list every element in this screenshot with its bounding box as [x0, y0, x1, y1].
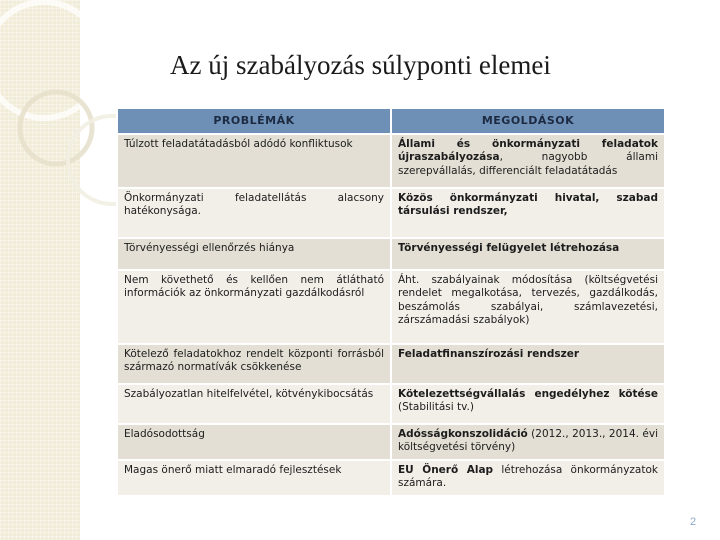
problem-cell: Törvényességi ellenőrzés hiánya [117, 238, 391, 270]
solution-bold: Törvényességi felügyelet létrehozása [398, 242, 620, 254]
solution-cell [391, 134, 665, 188]
problem-cell: Magas önerő miatt elmaradó fejlesztések [117, 460, 391, 496]
solution-cell [391, 188, 665, 238]
problem-cell: Nem követhető és kellően nem átlátható információk az önkormányzati gazdálkodásról [117, 270, 391, 344]
table-row [117, 188, 665, 238]
table-row [117, 424, 665, 460]
header-solutions: MEGOLDÁSOK [391, 108, 665, 134]
table-row [117, 134, 665, 188]
table-row [117, 344, 665, 384]
solution-text: létrehozása önkormányzatok számára. [398, 464, 658, 490]
solution-cell [391, 460, 665, 496]
table-header-row [117, 108, 665, 134]
table-row [117, 238, 665, 270]
page-number: 2 [690, 516, 697, 528]
solution-cell [391, 344, 665, 384]
solution-cell [391, 238, 665, 270]
problem-cell: Eladósodottság [117, 424, 391, 460]
solution-bold: EU Önerő Alap [398, 464, 494, 476]
comparison-table [116, 107, 666, 497]
solution-text: , nagyobb állami szerepvállalás, differenciált feladatátadás [398, 151, 658, 177]
solution-cell [391, 384, 665, 424]
problem-cell: Szabályozatlan hitelfelvétel, kötvénykibocsátás [117, 384, 391, 424]
solution-bold: Adósságkonszolidáció [398, 428, 528, 440]
table-row [117, 270, 665, 344]
problem-cell: Kötelező feladatokhoz rendelt központi forrásból származó normatívák csökkenése [117, 344, 391, 384]
solution-bold: Közös önkormányzati hivatal, szabad társulási rendszer, [398, 192, 658, 218]
solution-text: (Stabilitási tv.) [398, 401, 474, 414]
solution-cell [391, 270, 665, 344]
table-row [117, 460, 665, 496]
left-decorative-band [0, 0, 80, 540]
solution-bold: Feladatfinanszírozási rendszer [398, 348, 579, 360]
solution-text: (2012., 2013., 2014. évi költségvetési törvény) [398, 428, 658, 454]
solution-text: Áht. szabályainak módosítása (költségvetési rendelet megalkotása, tervezés, gazdálkodás, beszámolás szabályai, számlavezetési, zárszámadási szabályok) [398, 274, 658, 326]
slide-title: Az új szabályozás súlyponti elemei [170, 50, 551, 80]
solution-bold: Állami és önkormányzati feladatok újraszabályozása [398, 138, 658, 164]
problem-cell: Túlzott feladatátadásból adódó konfliktusok [117, 134, 391, 188]
solution-bold: Kötelezettségvállalás engedélyhez kötése [398, 388, 658, 400]
solution-cell [391, 424, 665, 460]
comparison-table-container [116, 107, 664, 503]
header-problems: PROBLÉMÁK [117, 108, 391, 134]
problem-cell: Önkormányzati feladatellátás alacsony hatékonysága. [117, 188, 391, 238]
table-row [117, 384, 665, 424]
